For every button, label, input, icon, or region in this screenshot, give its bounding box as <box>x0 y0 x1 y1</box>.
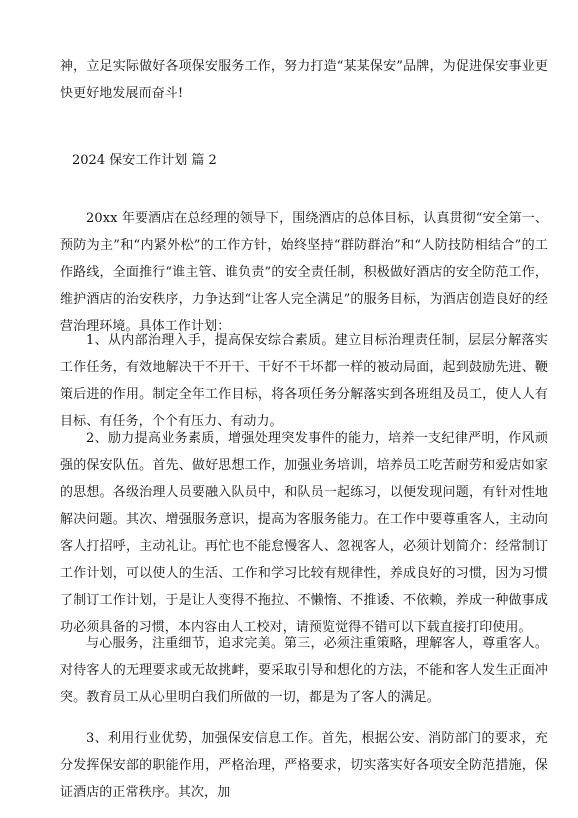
paragraph-item-3: 3、利用行业优势，加强保安信息工作。首先，根据公安、消防部门的要求，充分发挥保安部的职能作用，严格治理，严格要求，切实落实好各项安全防范措施，保证酒店的正常秩序。其次，加 <box>60 731 548 800</box>
paragraph-item-1: 1、从内部治理入手，提高保安综合素质。建立目标治理责任制，层层分解落实工作任务，有效地解决干不开干、干好不干坏都一样的被动局面，起到鼓励先进、鞭策后进的作用。制定全年工作目标，将各项任务分解落实到各班组及员工，使人人有目标、有任务，个个有压力、有动力。 <box>60 333 548 429</box>
section-title: 2024 保安工作计划 篇 2 <box>72 153 217 168</box>
paragraph-overview: 20xx 年要酒店在总经理的领导下，围绕酒店的总体目标，认真贯彻“安全第一、预防为主”和“内紧外松”的工作方针，始终坚持“群防群治”和“人防技防相结合”的工作路线，全面推行“谁主管、谁负责”的安全责任制，积极做好酒店的安全防范工作，维护酒店的治安秩序，力争达到“让客人完全满足”的服务目标，为酒店创造良好的经营治理环境。具体工作计划： <box>60 211 548 334</box>
intro-continuation: 神，立足实际做好各项保安服务工作，努力打造“某某保安”品牌，为促进保安事业更快更好地发展而奋斗! <box>60 59 548 101</box>
paragraph-item-2: 2、励力提高业务素质，增强处理突发事件的能力，培养一支纪律严明，作风顽强的保安队伍。首先、做好思想工作，加强业务培训，培养员工吃苦耐劳和爱店如家的思想。各级治理人员要融入队员中，和队员一起练习，以便发现问题，有针对性地解决问题。其次、增强服务意识，提高为客服务能力。在工作中要尊重客人，主动向客人打招呼，主动礼让。再忙也不能怠慢客人、忽视客人，必须计划简介：经常制订工作计划，可以使人的生活、工作和学习比较有规律性，养成良好的习惯，因为习惯了制订工作计划，于是让人变得不拖拉、不懒惰、不推诿、不依赖，养成一种做事成功必须具备的习惯，本内容由人工校对，请预览觉得不错可以下载直接打印使用。 <box>60 431 548 635</box>
paragraph-service-detail: 与心服务，注重细节，追求完美。第三，必须注重策略，理解客人，尊重客人。对待客人的无理要求或无故挑衅，要采取引导和想化的方法，不能和客人发生正面冲突。教育员工从心里明白我们所做的一切，都是为了客人的满足。 <box>60 636 548 705</box>
